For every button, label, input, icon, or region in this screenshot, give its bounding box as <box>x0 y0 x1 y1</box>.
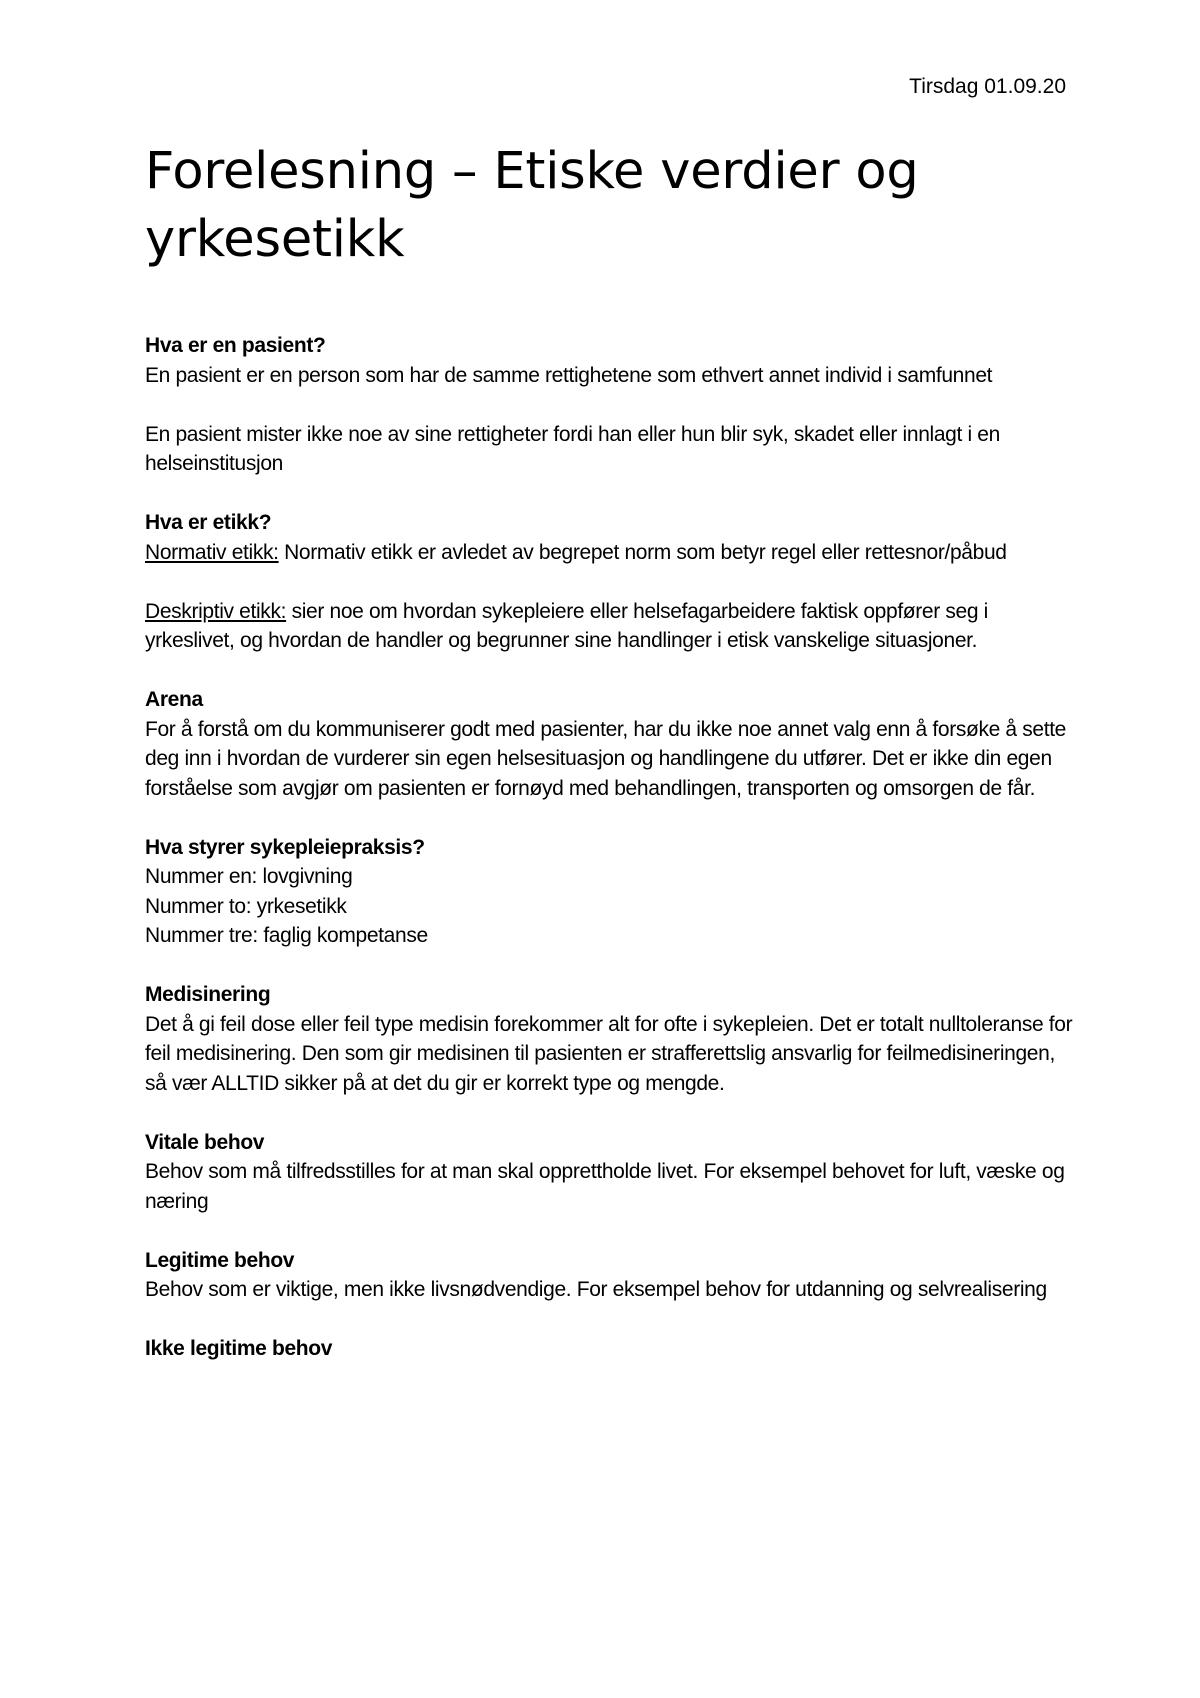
section-heading: Medisinering <box>145 983 271 1006</box>
paragraph: En pasient er en person som har de samme rettighetene som ethvert annet individ i samfunnet <box>145 363 993 387</box>
section-pasient <box>145 331 1075 479</box>
section-heading: Hva styrer sykepleiepraksis? <box>145 835 425 859</box>
list-item: Nummer en: lovgivning <box>145 865 353 888</box>
list-item: Nummer to: yrkesetikk <box>145 894 347 918</box>
list-item: Nummer tre: faglig kompetanse <box>145 924 428 947</box>
document-title: Forelesning – Etiske verdier og yrkesetikk <box>145 142 919 269</box>
section-heading: Ikke legitime behov <box>145 1337 333 1360</box>
definition-normativ: Normativ etikk er avledet av begrepet norm som betyr regel eller rettesnor/påbud <box>278 540 1007 564</box>
document-date: Tirsdag 01.09.20 <box>909 75 1066 98</box>
section-legitime-behov <box>145 1246 1075 1305</box>
section-ikke-legitime-behov <box>145 1334 1075 1364</box>
paragraph: En pasient mister ikke noe av sine rettigheter fordi han eller hun blir syk, skadet eller innlagt i en helseinstitusjon <box>145 422 1000 475</box>
term-deskriptiv: Deskriptiv etikk: <box>145 599 287 623</box>
section-heading: Legitime behov <box>145 1248 295 1272</box>
paragraph: Det å gi feil dose eller feil type medisin forekommer alt for ofte i sykepleien. Det er totalt nulltoleranse for feil medisinering. Den som gir medisinen til pasienten er strafferettslig ansvarlig for feilmedisineringen, så vær ALLTID sikker på at det du gir er korrekt type og mengde. <box>145 1012 1073 1095</box>
section-heading: Hva er en pasient? <box>145 334 326 357</box>
section-heading: Vitale behov <box>145 1130 265 1154</box>
definition-deskriptiv: sier noe om hvordan sykepleiere eller helsefagarbeidere faktisk oppfører seg i yrkeslivet, og hvordan de handler og begrunner sine handlinger i etisk vanskelige situasjoner. <box>145 599 988 652</box>
paragraph-normativ <box>145 538 1075 568</box>
section-styrer <box>145 833 1075 951</box>
paragraph: Behov som må tilfredsstilles for at man skal opprettholde livet. For eksempel behovet for luft, væske og næring <box>145 1160 1065 1213</box>
document-body <box>145 138 1075 1364</box>
paragraph-deskriptiv <box>145 597 1075 656</box>
section-medisinering <box>145 980 1075 1098</box>
paragraph: For å forstå om du kommuniserer godt med pasienter, har du ikke noe annet valg enn å forsøke å sette deg inn i hvordan de vurderer sin egen helsesituasjon og handlingene du utfører. Det er ikke din egen forståelse som avgjør om pasienten er fornøyd med behandlingen, transporten og omsorgen de får. <box>145 717 1067 800</box>
section-arena <box>145 685 1075 803</box>
section-heading: Hva er etikk? <box>145 511 272 534</box>
paragraph: Behov som er viktige, men ikke livsnødvendige. For eksempel behov for utdanning og selvrealisering <box>145 1278 1047 1301</box>
term-normativ: Normativ etikk: <box>145 540 279 564</box>
section-etikk <box>145 508 1075 656</box>
section-vitale-behov <box>145 1128 1075 1217</box>
section-heading: Arena <box>145 688 203 711</box>
